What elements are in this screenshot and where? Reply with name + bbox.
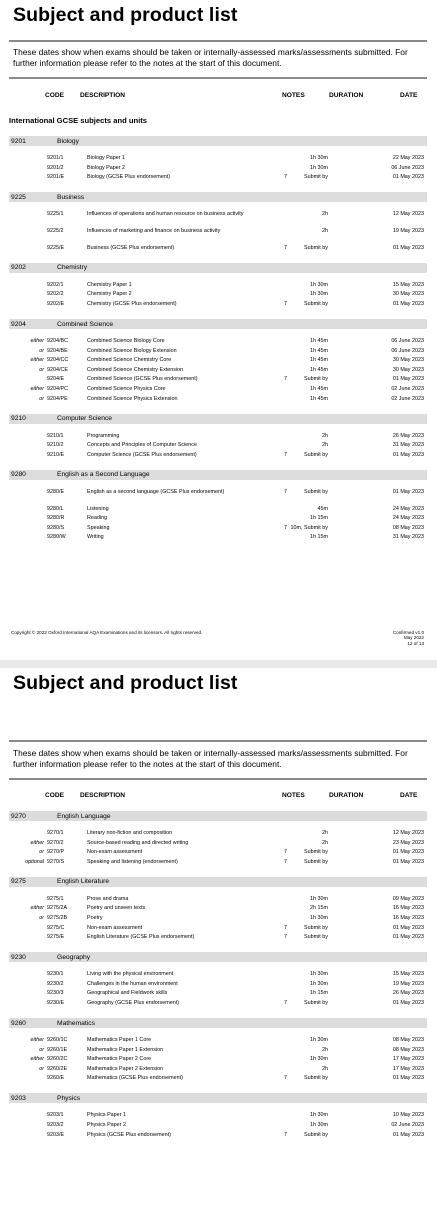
option-qualifier: either [30,1056,44,1063]
option-qualifier: either [30,1037,44,1043]
unit-duration: Submit by [304,1000,328,1006]
unit-date: 01 May 2023 [392,244,424,251]
unit-date: 01 May 2023 [392,376,424,383]
document-page-13 [0,668,437,1219]
column-headers [0,92,437,104]
unit-duration: 1h 30m [310,915,328,921]
unit-date: 02 June 2023 [391,395,424,402]
intro-text: These dates show when exams should be taken or internally-assessed marks/assessments submitted. For further information please refer to the notes at the start of this document. [13,47,408,68]
unit-date: 31 May 2023 [392,534,424,541]
unit-code: 9270/P [47,849,65,856]
unit-description: Physics Paper 1 [87,1112,126,1119]
unit-description: Computer Science (GCSE Plus endorsement) [87,451,197,458]
header-notes: NOTES [282,792,305,799]
divider [9,77,427,79]
header-notes: NOTES [282,92,305,99]
subject-code: 9210 [11,415,26,423]
subject-group-header [9,952,427,962]
unit-notes: 7 [284,1131,287,1138]
unit-description: Poetry and unseen texts [87,905,146,912]
unit-notes: 7 [284,524,287,531]
unit-duration: Submit by [304,849,328,856]
unit-code: 9275/2A [47,905,68,912]
unit-duration: 1h 15m [310,534,328,541]
subject-group-header [9,192,427,202]
unit-code: 9280/W [47,534,66,541]
unit-notes: 7 [284,244,287,251]
unit-code: 9203/1 [47,1112,64,1119]
unit-code: 9201/1 [47,155,64,161]
unit-duration: 1h 30m [310,155,328,161]
unit-description: Non-exam assessment [87,849,143,856]
unit-date: 12 May 2023 [392,211,424,218]
unit-date: 31 May 2023 [392,442,424,449]
unit-date: 26 May 2023 [392,432,424,439]
unit-description: Living with the physical environment [87,971,174,978]
page-number: 12 of 13 [407,640,424,646]
unit-code: 9204/BE [47,347,68,354]
unit-code: 9280/E [47,488,65,495]
unit-date: 01 May 2023 [392,488,424,495]
unit-date: 06 June 2023 [391,164,424,171]
unit-duration: 1h 30m [310,291,328,298]
unit-duration: 1h 15m [310,990,328,997]
unit-description: Concepts and Principles of Computer Science [87,442,197,449]
subject-group-header [9,470,427,480]
unit-description: Biology Paper 2 [87,164,126,171]
unit-date: 08 May 2023 [392,1046,424,1053]
subject-code: 9201 [11,137,26,145]
unit-duration: 1h 45m [310,366,328,373]
unit-duration: Submit by [304,1131,328,1138]
unit-code: 9204/CE [47,366,68,373]
unit-description: Combined Science (GCSE Plus endorsement) [87,376,198,383]
unit-code: 9270/2 [47,839,64,846]
unit-duration: 2h 15m [310,905,328,912]
unit-description: Literary non-fiction and composition [87,830,173,836]
unit-description: Source-based reading and directed writing [87,839,189,846]
unit-date: 02 June 2023 [391,386,424,392]
unit-duration: 2h [322,1046,328,1053]
unit-code: 9201/2 [47,164,64,171]
unit-code: 9275/1 [47,895,64,902]
unit-description: Mathematics Paper 2 Core [87,1056,152,1063]
unit-date: 01 May 2023 [392,1075,424,1082]
unit-code: 9225/E [47,244,65,251]
unit-code: 9230/E [47,1000,65,1006]
unit-code: 9270/1 [47,830,64,836]
unit-description: Mathematics Paper 2 Extension [87,1065,164,1072]
header-duration: DURATION [329,792,364,799]
unit-duration: 1h 45m [310,357,328,364]
unit-duration: 2h [322,1065,328,1072]
unit-duration: 1h 30m [310,895,328,902]
unit-date: 30 May 2023 [392,291,424,298]
unit-date: 02 June 2023 [391,1122,424,1128]
subject-group-header [9,263,427,273]
unit-description: Geography (GCSE Plus endorsement) [87,1000,179,1006]
subject-group-header [9,811,427,821]
unit-code: 9210/E [47,451,65,458]
unit-duration: 1h 30m [310,164,328,171]
unit-description: Mathematics Paper 1 Core [87,1037,152,1043]
unit-code: 9230/1 [47,971,64,978]
subject-code: 9280 [11,471,26,479]
unit-duration: 1h 45m [310,347,328,354]
unit-duration: 1h 15m [310,515,328,522]
unit-duration: 2h [322,442,328,449]
subject-name: Biology [57,137,79,145]
unit-code: 9270/S [47,858,65,865]
unit-description: Physics Paper 2 [87,1122,126,1128]
unit-duration: 1h 45m [310,338,328,344]
option-qualifier: either [30,386,44,392]
unit-date: 16 May 2023 [392,905,424,912]
unit-description: Influences of operations and human resource on business activity [87,211,244,218]
subject-code: 9203 [11,1094,26,1102]
unit-date: 01 May 2023 [392,1000,424,1006]
unit-duration: 2h [322,830,328,836]
unit-duration: 1h 30m [310,1112,328,1119]
unit-code: 9230/3 [47,990,64,997]
unit-duration: 2h [322,839,328,846]
subject-name: English as a Second Language [57,471,150,479]
unit-duration: 1h 30m [310,1056,328,1063]
unit-code: 9260/2E [47,1065,68,1072]
page-gap [0,660,437,668]
unit-code: 9210/2 [47,442,64,449]
unit-date: 12 May 2023 [392,830,424,836]
unit-duration: 1h 30m [310,1122,328,1128]
confirmed-date: May 2022 [403,635,424,641]
unit-notes: 7 [284,924,287,931]
divider [9,778,427,780]
unit-description: English Literature (GCSE Plus endorsement) [87,934,195,941]
option-qualifier: optional [25,858,44,865]
option-qualifier: or [39,1046,44,1053]
option-qualifier: either [30,357,44,364]
unit-date: 08 May 2023 [392,524,424,531]
subject-group-header [9,136,427,146]
unit-description: Non-exam assessment [87,924,143,931]
subject-name: Geography [57,953,91,961]
subject-code: 9270 [11,812,26,820]
unit-code: 9202/2 [47,291,64,298]
subject-group-header [9,414,427,424]
subject-code: 9225 [11,193,26,201]
unit-code: 9260/E [47,1075,65,1082]
unit-description: Biology Paper 1 [87,155,126,161]
unit-date: 10 May 2023 [392,1112,424,1119]
unit-date: 19 May 2023 [392,980,424,987]
unit-description: Mathematics (GCSE Plus endorsement) [87,1075,183,1082]
unit-description: Influences of marketing and finance on business activity [87,228,221,234]
unit-description: Combined Science Physics Extension [87,395,178,402]
unit-duration: Submit by [304,376,328,383]
unit-description: Chemistry Paper 2 [87,291,132,298]
subject-group-header [9,1018,427,1028]
unit-description: Poetry [87,915,103,921]
unit-date: 06 June 2023 [391,347,424,354]
unit-description: Listening [87,505,109,512]
unit-code: 9260/1C [47,1037,68,1043]
unit-notes: 7 [284,849,287,856]
subject-name: English Literature [57,878,110,886]
unit-date: 17 May 2023 [392,1065,424,1072]
unit-date: 08 May 2023 [392,1037,424,1043]
subject-name: Computer Science [57,415,113,423]
unit-date: 01 May 2023 [392,934,424,941]
unit-duration: Submit by [304,924,328,931]
copyright-footer: Copyright © 2022 Oxford International AQA Examinations and its licensors. All rights reserved. [11,630,203,635]
unit-code: 9204/PC [47,386,68,392]
subject-code: 9202 [11,264,26,272]
unit-date: 01 May 2023 [392,924,424,931]
unit-date: 09 May 2023 [392,895,424,902]
unit-date: 01 May 2023 [392,1131,424,1138]
subject-name: Business [57,193,85,201]
unit-code: 9203/E [47,1131,65,1138]
unit-description: Combined Science Chemistry Extension [87,366,184,373]
unit-duration: Submit by [304,858,328,865]
unit-date: 30 May 2023 [392,357,424,364]
subject-code: 9204 [11,320,26,328]
unit-description: Business (GCSE Plus endorsement) [87,244,175,251]
unit-code: 9203/2 [47,1122,64,1128]
header-description: DESCRIPTION [80,92,126,99]
unit-description: Combined Science Chemistry Core [87,357,172,364]
unit-duration: Submit by [304,301,328,307]
unit-code: 9260/1E [47,1046,68,1053]
unit-notes: 7 [284,934,287,941]
subject-name: Mathematics [57,1019,95,1027]
unit-date: 01 May 2023 [392,301,424,307]
unit-date: 15 May 2023 [392,281,424,288]
confirmed-version: Confirmed v1.0 [392,630,424,635]
unit-code: 9204/CC [47,357,69,364]
header-description: DESCRIPTION [80,792,126,799]
unit-date: 01 May 2023 [392,174,424,181]
page-title: Subject and product list [13,4,238,26]
subject-code: 9260 [11,1019,26,1027]
unit-duration: Submit by [304,244,328,251]
unit-notes: 7 [284,858,287,865]
unit-code: 9230/2 [47,980,64,987]
unit-description: Prose and drama [87,895,129,902]
unit-code: 9204/E [47,376,65,383]
option-qualifier: either [30,338,44,344]
unit-code: 9225/2 [47,228,64,234]
unit-date: 24 May 2023 [392,505,424,512]
unit-code: 9280/R [47,515,65,522]
confirmed-note [393,630,424,646]
intro-text: These dates show when exams should be taken or internally-assessed marks/assessments submitted. For further information please refer to the notes at the start of this document. [13,748,408,769]
subject-name: English Language [57,812,111,820]
unit-description: Reading [87,515,108,522]
option-qualifier: or [39,395,44,402]
unit-duration: Submit by [304,488,328,495]
unit-description: Combined Science Physics Core [87,386,166,392]
unit-date: 16 May 2023 [392,915,424,921]
unit-notes: 7 [284,301,287,307]
unit-description: Combined Science Biology Extension [87,347,177,354]
unit-code: 9280/L [47,505,64,512]
column-headers [0,792,437,804]
unit-notes: 7 [284,174,287,181]
unit-duration: 1h 30m [310,1037,328,1043]
unit-code: 9275/2B [47,915,68,921]
option-qualifier: or [39,849,44,856]
unit-code: 9202/1 [47,281,64,288]
subject-name: Chemistry [57,264,88,272]
unit-description: Biology (GCSE Plus endorsement) [87,174,170,181]
unit-notes: 7 [284,451,287,458]
unit-code: 9260/2C [47,1056,68,1063]
unit-duration: 45m [317,505,328,512]
header-duration: DURATION [329,92,364,99]
unit-duration: 10m, Submit by [290,524,328,531]
unit-duration: Submit by [304,451,328,458]
unit-code: 9204/PE [47,395,68,402]
unit-notes: 7 [284,488,287,495]
unit-date: 15 May 2023 [392,971,424,978]
unit-code: 9275/E [47,934,65,941]
unit-code: 9201/E [47,174,65,181]
subject-code: 9275 [11,878,26,886]
subject-group-header [9,319,427,329]
option-qualifier: or [39,366,44,373]
unit-code: 9204/BC [47,338,68,344]
divider [9,740,427,742]
unit-duration: Submit by [304,174,328,181]
unit-duration: 2h [322,432,328,439]
unit-notes: 7 [284,1075,287,1082]
header-code: CODE [45,92,65,99]
unit-code: 9210/1 [47,432,64,439]
unit-description: Challenges in the human environment [87,980,178,987]
unit-duration: 1h 45m [310,386,328,392]
unit-code: 9275/C [47,924,65,931]
unit-description: Geographical and Fieldwork skills [87,990,168,997]
unit-code: 9225/1 [47,211,64,218]
unit-duration: 1h 30m [310,980,328,987]
header-date: DATE [400,792,418,799]
unit-description: Speaking and listening (endorsement) [87,858,178,865]
unit-date: 01 May 2023 [392,451,424,458]
unit-code: 9202/E [47,301,65,307]
unit-date: 01 May 2023 [392,849,424,856]
unit-description: Speaking [87,524,110,531]
unit-notes: 7 [284,1000,287,1006]
unit-date: 24 May 2023 [392,515,424,522]
option-qualifier: either [30,839,44,846]
unit-duration: 1h 30m [310,281,328,288]
unit-notes: 7 [284,376,287,383]
option-qualifier: or [39,915,44,921]
unit-duration: 2h [322,228,328,234]
unit-description: Writing [87,534,104,541]
subject-name: Physics [57,1094,81,1102]
unit-description: Chemistry (GCSE Plus endorsement) [87,301,177,307]
unit-description: Chemistry Paper 1 [87,281,132,288]
unit-description: Mathematics Paper 1 Extension [87,1046,164,1053]
subject-group-header [9,877,427,887]
unit-duration: Submit by [304,1075,328,1082]
unit-code: 9280/S [47,524,65,531]
unit-date: 26 May 2023 [392,990,424,997]
unit-date: 22 May 2023 [392,155,424,161]
unit-date: 01 May 2023 [392,858,424,865]
unit-duration: 1h 30m [310,971,328,978]
unit-date: 17 May 2023 [392,1056,424,1063]
divider [9,40,427,42]
unit-date: 30 May 2023 [392,366,424,373]
subject-group-header [9,1093,427,1103]
unit-date: 06 June 2023 [391,338,424,344]
option-qualifier: or [39,1065,44,1072]
unit-description: Physics (GCSE Plus endorsement) [87,1131,171,1138]
subject-code: 9230 [11,953,26,961]
unit-date: 19 May 2023 [392,228,424,234]
option-qualifier: either [30,905,44,912]
unit-description: Combined Science Biology Core [87,338,165,344]
unit-duration: 1h 45m [310,395,328,402]
header-code: CODE [45,792,65,799]
unit-duration: 2h [322,211,328,218]
header-date: DATE [400,92,418,99]
option-qualifier: or [39,347,44,354]
section-title: International GCSE subjects and units [9,116,147,125]
unit-date: 23 May 2023 [392,839,424,846]
unit-duration: Submit by [304,934,328,941]
page-title: Subject and product list [13,672,238,694]
subject-name: Combined Science [57,320,114,328]
unit-description: Programming [87,432,120,439]
unit-description: English as a second language (GCSE Plus endorsement) [87,488,225,495]
